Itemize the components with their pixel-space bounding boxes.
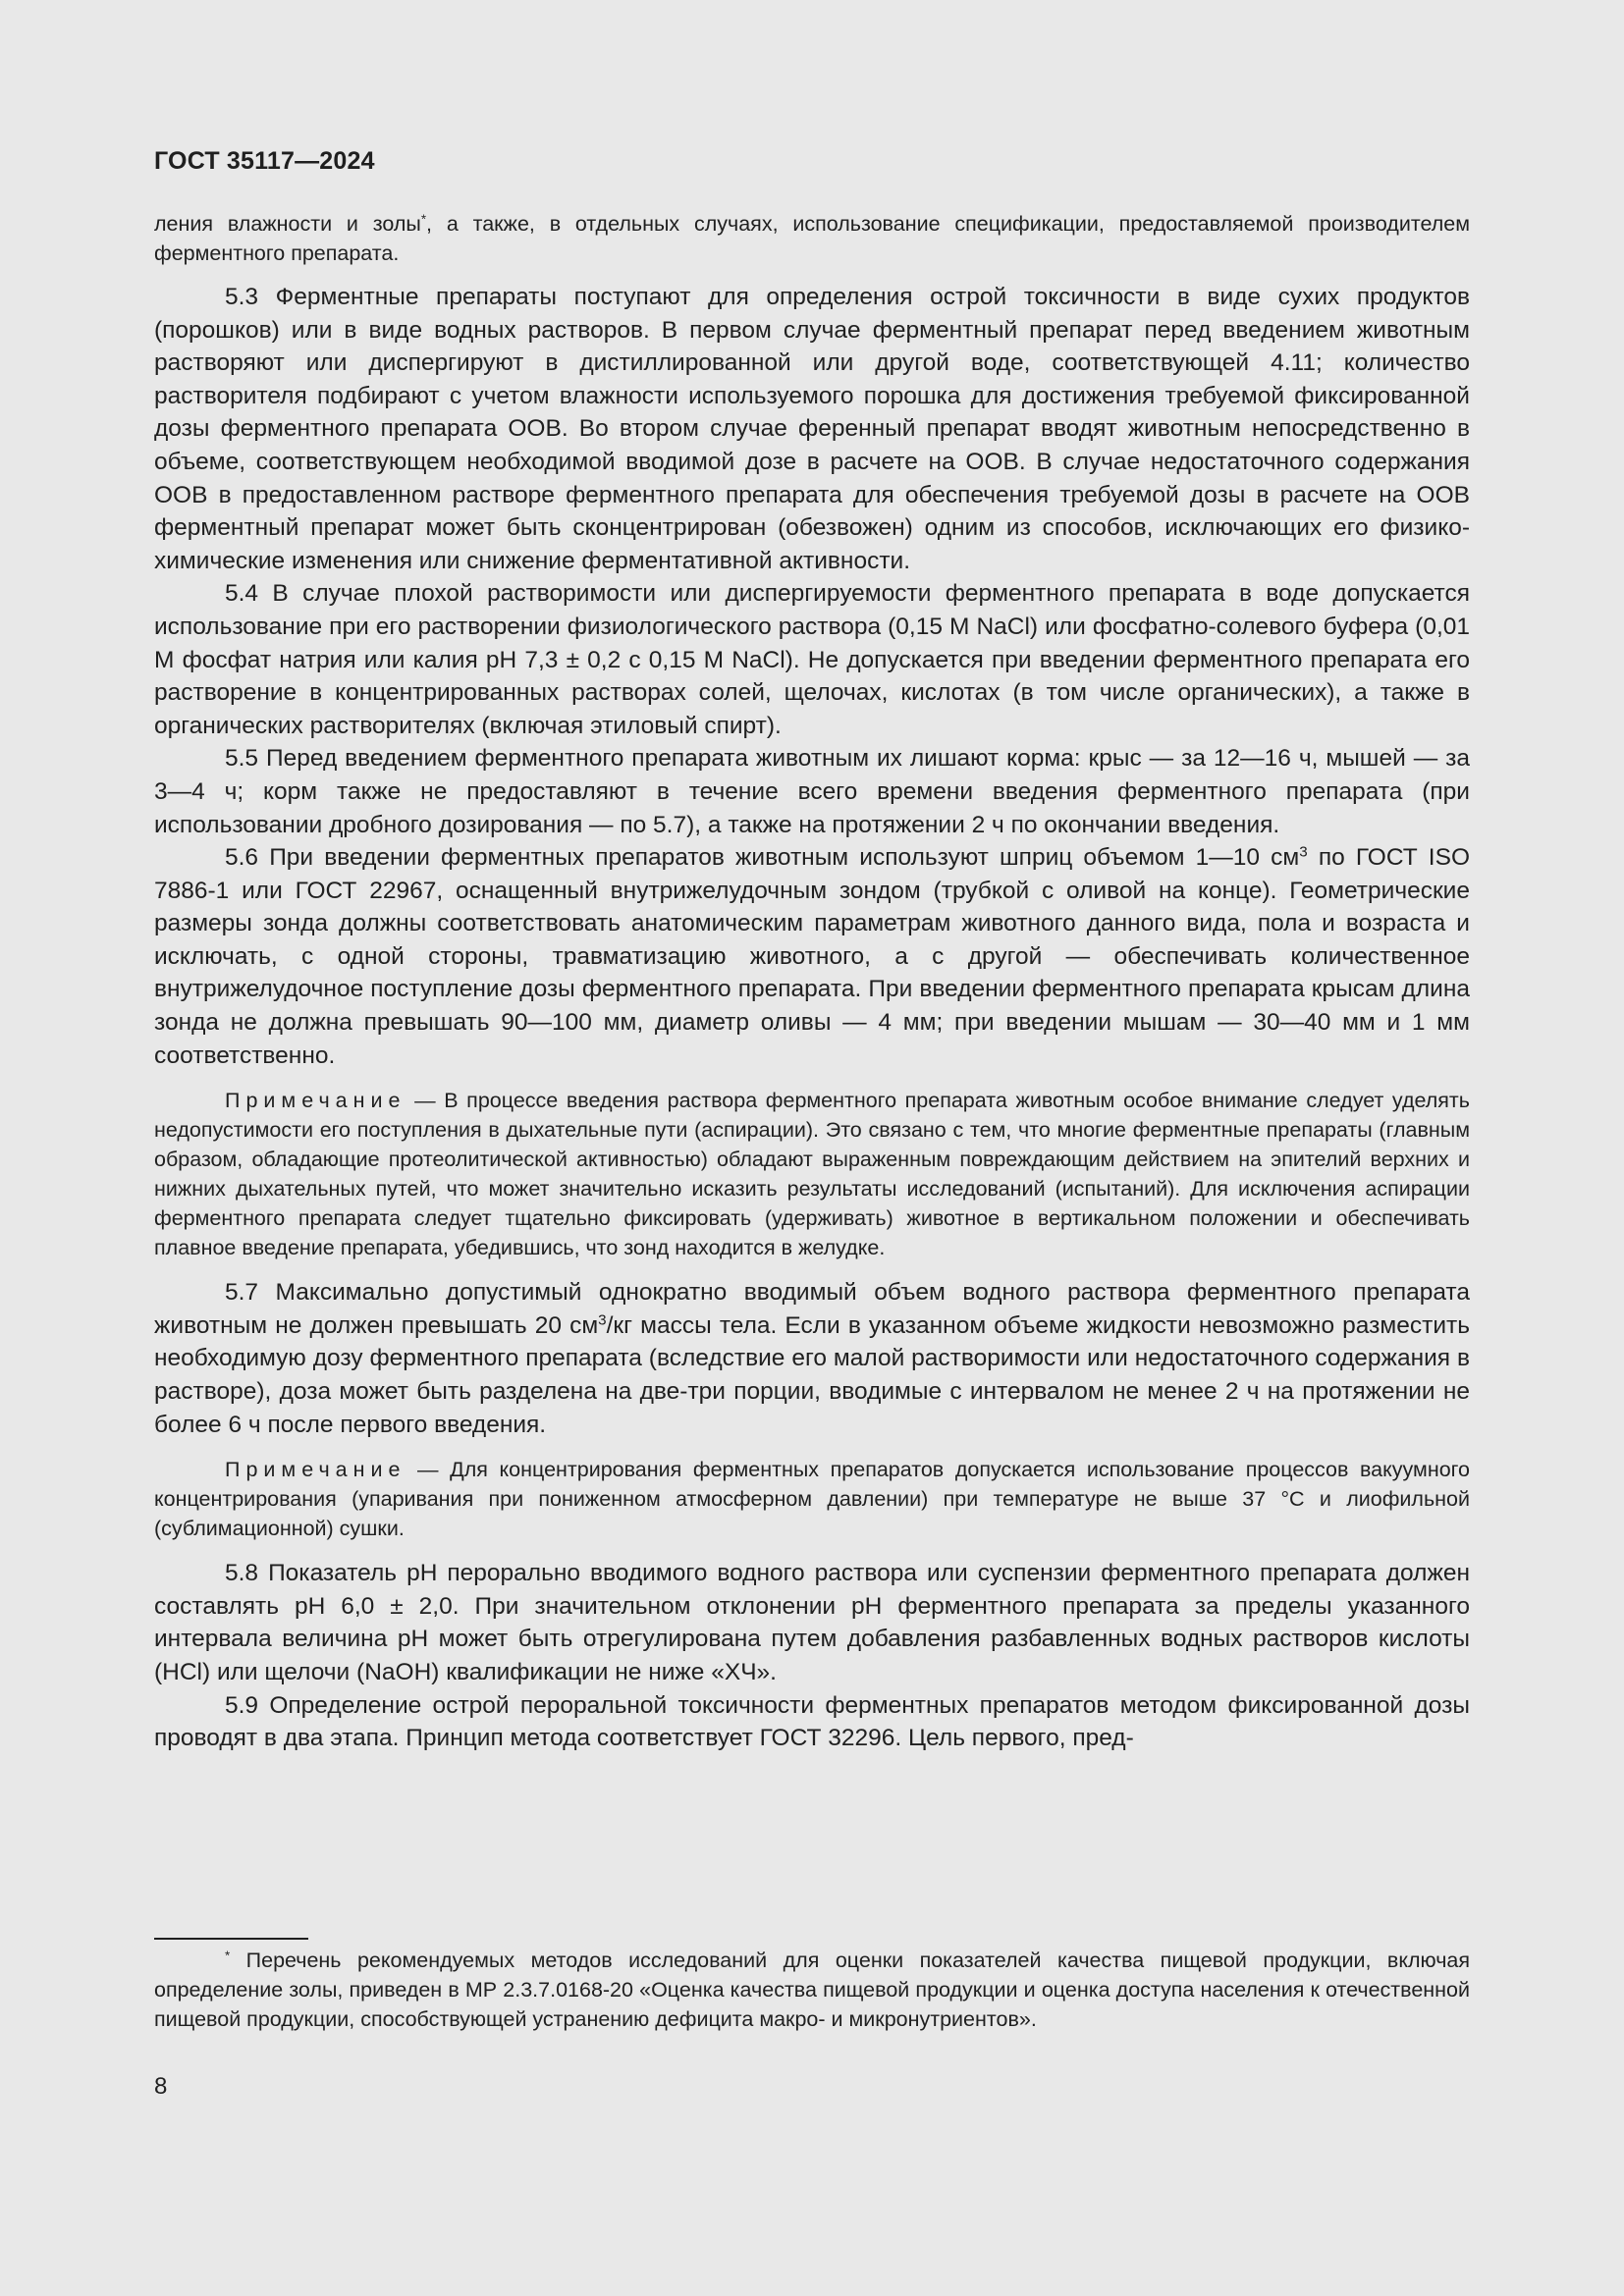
note-text: — В процессе введения раствора ферментного препарата животным особое внимание следует уделять недопустимости его поступления в дыхательные пути (аспирации). Это связано с тем, что многие ферментные препараты (главным образом, обладающие протеолитической активностью) обладают выраженным повреждающим действием на эпителий верхних и нижних дыхательных путей, что может значительно исказить результаты исследований (испытаний). Для исключения аспирации ферментного препарата следует тщательно фиксировать (удерживать) животное в вертикальном положении и обеспечивать плавное введение препарата, убедившись, что зонд находится в желудке. [154, 1089, 1470, 1260]
section-5-7-text-start: 5.7 Максимально допустимый однократно вводимый объем водного раствора ферментного препарата животным не должен превышать 20 см [154, 1279, 1470, 1339]
section-5-8: 5.8 Показатель pH перорально вводимого водного раствора или суспензии ферментного препарата должен составлять pH 6,0 ± 2,0. При значительном отклонении pH ферментного препарата за пределы указанного интервала величина pH может быть отрегулирована путем добавления разбавленных водных растворов кислоты (HCl) или щелочи (NaOH) квалификации не ниже «ХЧ». [154, 1560, 1470, 1685]
section-5-7 [154, 1276, 1470, 1441]
note-aspiration [154, 1086, 1470, 1262]
footnote [154, 1946, 1470, 2034]
section-5-6-text-end: по ГОСТ ISO 7886-1 или ГОСТ 22967, оснащенный внутрижелудочным зондом (трубкой с оливой на конце). Геометрические размеры зонда должны соответствовать анатомическим параметрам животного данного вида, пола и возраста и исключать, с одной стороны, травматизацию животного, а с другой — обеспечивать количественное внутрижелудочное поступление дозы ферментного препарата. При введении ферментного препарата крысам длина зонда не должна превышать 90—100 мм, диаметр оливы — 4 мм; при введении мышам — 30—40 мм и 1 мм соответственно. [154, 844, 1471, 1069]
cubic-superscript: 3 [598, 1311, 607, 1329]
document-header: ГОСТ 35117—2024 [154, 147, 375, 175]
section-5-4: 5.4 В случае плохой растворимости или диспергируемости ферментного препарата в воде допускается использование при его растворении физиологического раствора (0,15 M NaCl) или фосфатно-солевого буфера (0,01 M фосфат натрия или калия pH 7,3 ± 0,2 с 0,15 M NaCl). Не допускается при введении ферментного препарата его растворение в концентрированных растворах солей, щелочах, кислотах (в том числе органических), а также в органических растворителях (включая этиловый спирт). [154, 580, 1470, 739]
note-text: — Для концентрирования ферментных препаратов допускается использование процессов вакуумного концентрирования (упаривания при пониженном атмосферном давлении) при температуре не выше 37 °С и лиофильной (сублимационной) сушки. [154, 1458, 1470, 1541]
note-label: Примечание [225, 1458, 406, 1482]
section-5-6 [154, 841, 1470, 1072]
section-5-5: 5.5 Перед введением ферментного препарата животным их лишают корма: крыс — за 12—16 ч, мышей — за 3—4 ч; корм также не предоставляют в течение всего времени введения ферментного препарата (при использовании дробного дозирования — по 5.7), а также на протяжении 2 ч по окончании введения. [154, 745, 1470, 838]
footnote-mark: * [225, 1948, 231, 1963]
intro-text-start: ления влажности и золы [154, 212, 421, 236]
intro-paragraph [154, 209, 1470, 268]
section-5-3: 5.3 Ферментные препараты поступают для определения острой токсичности в виде сухих продуктов (порошков) или в виде водных растворов. В первом случае ферментный препарат перед введением животным растворяют или диспергируют в дистиллированной или другой воде, соответствующей 4.11; количество растворителя подбирают с учетом влажности используемого порошка для достижения требуемой фиксированной дозы ферментного препарата ООВ. Во втором случае ференный препарат вводят животным непосредственно в объеме, соответствующем необходимой вводимой дозе в расчете на ООВ. В случае недостаточного содержания ООВ в предоставленном растворе ферментного препарата для обеспечения требуемой дозы в расчете на ООВ ферментный препарат может быть сконцентрирован (обезвожен) одним из способов, исключающих его физико-химические изменения или снижение ферментативной активности. [154, 284, 1470, 574]
page-number: 8 [154, 2073, 168, 2100]
section-5-7-text-end: /кг массы тела. Если в указанном объеме жидкости невозможно разместить необходимую дозу ферментного препарата (вследствие его малой растворимости или недостаточного содержания в растворе), доза может быть разделена на две-три порции, вводимые с интервалом не менее 2 ч на протяжении не более 6 ч после первого введения. [154, 1311, 1470, 1438]
footnote-reference: * [420, 211, 427, 227]
intro-text-end: , а также, в отдельных случаях, использование спецификации, предоставляемой производителем ферментного препарата. [154, 212, 1470, 265]
page-body [154, 147, 1470, 1755]
note-concentration [154, 1455, 1470, 1543]
footnote-separator [154, 1938, 308, 1940]
cubic-superscript: 3 [1299, 843, 1308, 861]
note-label: Примечание [225, 1089, 406, 1113]
section-5-6-text-start: 5.6 При введении ферментных препаратов животным используют шприц объемом 1—10 см [225, 844, 1300, 872]
section-5-9: 5.9 Определение острой пероральной токсичности ферментных препаратов методом фиксированной дозы проводят в два этапа. Принцип метода соответствует ГОСТ 32296. Цель первого, пред- [154, 1691, 1470, 1752]
footnote-text: Перечень рекомендуемых методов исследований для оценки показателей качества пищевой продукции, включая определение золы, приведен в МР 2.3.7.0168-20 «Оценка качества пищевой продукции и оценка доступа населения к отечественной пищевой продукции, способствующей устранению дефицита макро- и микронутриентов». [154, 1949, 1470, 2031]
